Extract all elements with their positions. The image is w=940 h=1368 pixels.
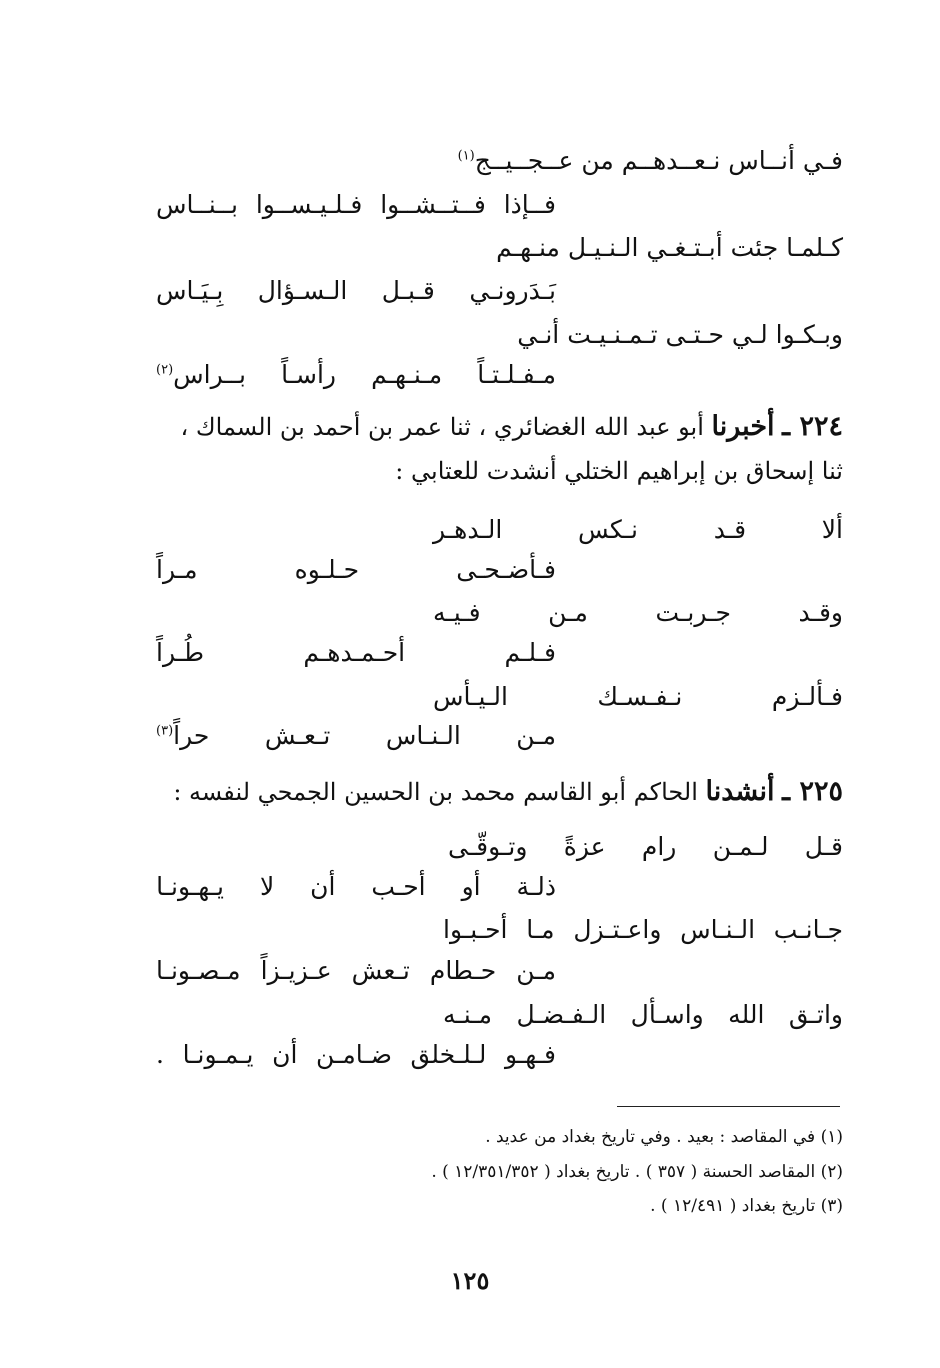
entry-224-line2: ثنا إسحاق بن إبراهيم الختلي أنشدت للعتابي : [395,457,843,485]
verse-word: فـهـو [504,1040,556,1069]
verse-word: الـسـؤال [257,276,348,305]
verse-word: ذلـة [516,872,556,901]
verse-word: فـلـم [504,638,556,667]
verse-word: أن [310,872,336,901]
verse-word: بــنــاس [156,190,238,219]
poem3-verse3-sadr [443,1002,843,1027]
verse-word: الله [728,1000,765,1029]
verse-word: ألا [821,515,843,544]
footnote-marker: (٢) [156,362,174,378]
verse-word: لا [259,872,275,901]
poem1-verse1-ajuz [156,192,556,217]
verse-word: نـفـسـك [597,682,683,711]
verse-word: فـلـيـســوا [255,190,363,219]
verse-word: بَـدَرونـي [469,276,556,305]
poem2-verse1-ajuz [156,557,556,582]
poem2-verse3-ajuz [156,723,556,748]
footnote-1: (١) في المقاصد : بعيد . وفي تاريخ بغداد من عديد . [485,1127,843,1147]
verse-word: الـدهـر [433,515,503,544]
verse-word: مـنـه [443,1000,493,1029]
verse-word: يـهـونـا [156,872,225,901]
verse-word: فـألـزم [771,682,843,711]
poem1-verse2-sadr: كـلمـا جئت أبـتـغـي الـنـيـل منـهـم [496,233,843,262]
entry-224-keyword: أخبرنا [711,411,775,442]
poem3-verse3-ajuz [156,1042,556,1067]
verse-word: واتـق [788,1000,843,1029]
poem1-verse2-ajuz [156,278,556,303]
verse-word: رام [641,832,677,861]
verse-word: عـزيـزاً [260,956,332,985]
verse-word: مـراً [156,555,198,584]
verse-word: واسـأل [630,1000,704,1029]
verse-word: قـد [713,515,747,544]
verse-word: الـيـأس [433,682,508,711]
verse-word: قـبـل [381,276,435,305]
verse-word: أو [461,872,481,901]
verse-word: جـانـب [773,915,843,944]
verse-word: نـكس [578,515,638,544]
poem2-verse2-sadr [433,600,843,625]
poem3-verse2-sadr [443,917,843,942]
poem3-verse1-ajuz [156,874,556,899]
verse-word: لـمـن [712,832,769,861]
verse-word: الـنـاس [385,721,461,750]
entry-225-keyword: أنشدنا [705,776,775,807]
verse-word: أن [272,1040,298,1069]
verse-word: الـنـاس [680,915,756,944]
poem1-verse3-sadr: وبـكـوا لـي حـتـى تـمـنـيـت أنـي [517,320,843,349]
verse-word: ضـامـن [316,1040,392,1069]
verse-word: بــراس$^{(٢)}$ [156,360,247,389]
verse-word: بِـيَـاس [156,276,224,305]
verse-word: فــتــشــوا [380,190,486,219]
poem3-verse2-ajuz [156,958,556,983]
poem2-verse2-ajuz [156,640,556,665]
verse-word: جـربـت [655,598,731,627]
verse-word: لـلـخلق [410,1040,487,1069]
verse-word: أحـمـدهـم [303,638,406,667]
verse-word: تـعـش [264,721,331,750]
verse-word: الـفـضـل [516,1000,607,1029]
verse-word: مـصـونـا [156,956,241,985]
verse-word: مـن [516,721,556,750]
verse-word: وقـد [798,598,843,627]
poem3-verse1-sadr [448,834,843,859]
verse-word: أحـب [371,872,426,901]
footnote-3: (٣) تاريخ بغداد ( ١٢/٤٩١ ) . [650,1196,843,1216]
entry-224-line1: ٢٢٤ ـ أخبرنا أبو عبد الله الغضائري ، ثنا عمر بن أحمد بن السماك ، [180,411,843,442]
poem2-verse1-sadr [433,517,843,542]
verse-word: حـطام [429,956,497,985]
poem1-verse1-sadr: فـي أنــاس نـعــدهــم من عــجــيــج$^{(١)}$ [457,146,843,175]
poem2-verse3-sadr [433,684,843,709]
verse-word: تـعش [351,956,410,985]
footnote-marker: (٣) [156,723,174,739]
verse-word: طُـراً [156,638,204,667]
verse-word: مـا [526,915,555,944]
verse-word: أحـبـوا [443,915,508,944]
entry-224-number: ٢٢٤ ـ [782,411,843,442]
verse-word: حـلـوه [294,555,360,584]
entry-225-line1: ٢٢٥ ـ أنشدنا الحاكم أبو القاسم محمد بن الحسين الجمحي لنفسه : [173,776,843,807]
page-number: ١٢٥ [450,1266,490,1295]
verse-word: واعـتـزل [573,915,662,944]
verse-word: قـل [804,832,843,861]
verse-word: يـمـونـا [182,1040,254,1069]
entry-225-number: ٢٢٥ ـ [782,776,843,807]
verse-word: مـفـلـتـاً [477,360,556,389]
footnote-2: (٢) المقاصد الحسنة ( ٣٥٧ ) . تاريخ بغداد ( ١٢/٣٥١/٣٥٢ ) . [431,1162,843,1182]
verse-word: عزةً [563,832,606,861]
verse-word: مـن [516,956,556,985]
poem1-verse3-ajuz [156,362,556,387]
verse-word: رأسـاً [281,360,337,389]
verse-word: فـأضـحـى [456,555,556,584]
verse-word: مـن [548,598,588,627]
verse-word: حراً$^{(٣)}$ [156,721,210,750]
verse-word: . [156,1040,164,1069]
verse-word: وتـوقّـى [448,832,528,861]
verse-word: مـنـهـم [371,360,443,389]
verse-word: فـيـه [433,598,481,627]
verse-word: فــإذا [503,190,556,219]
footnote-separator [617,1106,840,1107]
